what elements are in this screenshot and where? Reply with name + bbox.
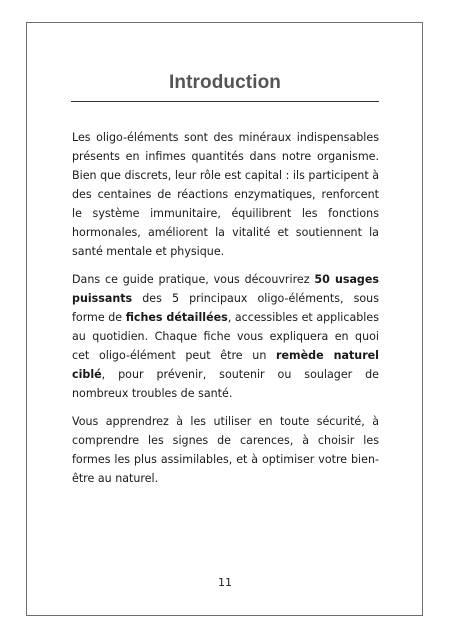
paragraph-2-text-3: , accessibles et applicables au quotidien. Chaque fiche vous expliquera en quoi cet oligo-élément peut être un bbox=[72, 311, 379, 362]
paragraph-3: Vous apprendrez à les utiliser en toute sécurité, à comprendre les signes de carences, à choisir les formes les plus assimilables, et à optimiser votre bien-être au naturel. bbox=[72, 415, 379, 485]
paragraph-2-text-1: Dans ce guide pratique, vous découvrirez bbox=[72, 273, 315, 286]
paragraph-2-text-2: des 5 principaux oligo-éléments, sous forme de bbox=[72, 292, 379, 324]
emphasis-remede-naturel: remède naturel ciblé bbox=[72, 349, 379, 381]
paragraph-1: Les oligo-éléments sont des minéraux indispensables présents en infimes quantités dans notre organisme. Bien que discrets, leur rôle est capital : ils participent à des centaines de réactions enzymatiques, renforcent le système immunitaire, équilibrent les fonctions hormonales, améliorent la vitalité et soutiennent la santé mentale et physique. bbox=[72, 131, 379, 258]
page-title: Introduction bbox=[168, 72, 281, 93]
introduction-body bbox=[72, 128, 379, 488]
emphasis-50-usages: 50 usages puissants bbox=[72, 273, 380, 305]
title-underline-divider bbox=[71, 101, 379, 102]
emphasis-fiches-detaillees: fiches détaillées bbox=[125, 311, 228, 324]
paragraph-2-text-4: , pour prévenir, soutenir ou soulager de nombreux troubles de santé. bbox=[72, 368, 379, 400]
page-number: 11 bbox=[218, 576, 232, 589]
paragraph-2 bbox=[72, 270, 379, 403]
